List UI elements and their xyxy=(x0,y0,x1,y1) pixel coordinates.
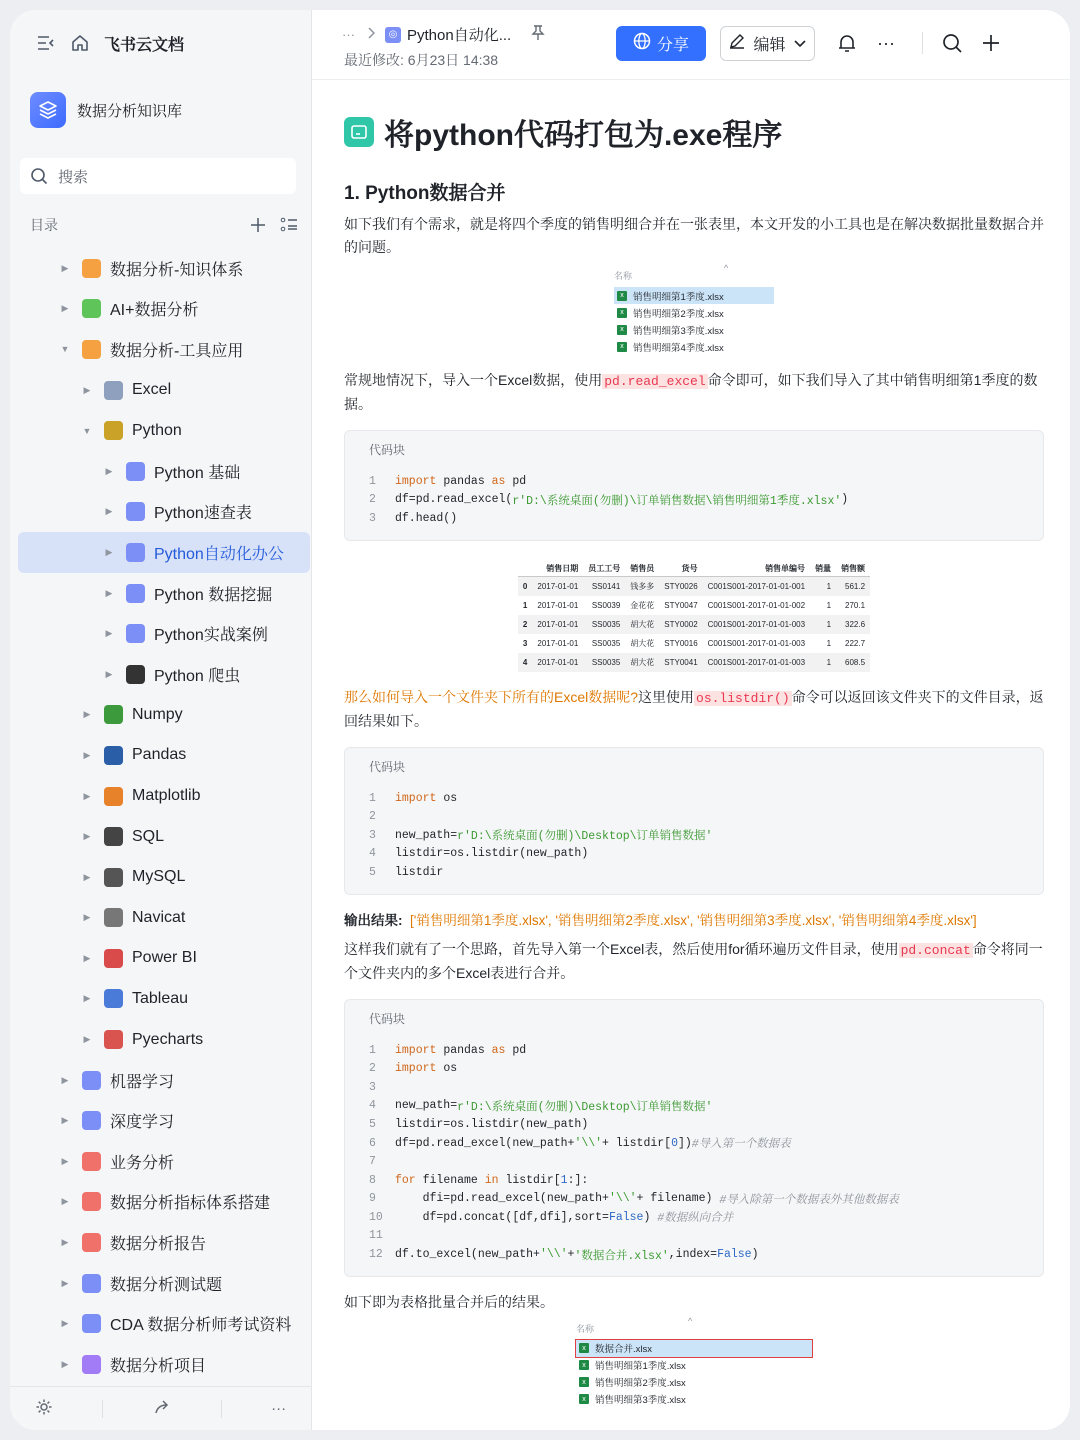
page-icon xyxy=(104,989,123,1008)
page-icon xyxy=(82,259,101,278)
toc-item[interactable] xyxy=(18,329,310,370)
toc-item-label: Python实战案例 xyxy=(154,627,268,645)
toc-item[interactable] xyxy=(18,573,310,614)
globe-icon xyxy=(633,32,651,55)
toc-tree xyxy=(18,248,310,1385)
toc-item-label: 数据分析项目 xyxy=(110,1357,207,1375)
knowledge-base-title: 数据分析知识库 xyxy=(77,102,183,120)
inline-code: os.listdir() xyxy=(696,690,790,706)
toc-item[interactable] xyxy=(18,776,310,817)
paragraph: 常规地情况下，导入一个Excel数据，使用 pd.read_excel 命令即可，如下我们导入了其中销售明细第1季度的数据。 xyxy=(344,372,1038,412)
excel-file-icon: x xyxy=(579,1394,589,1404)
file-row xyxy=(614,321,774,338)
page-icon xyxy=(82,1152,101,1171)
toc-item-label: 深度学习 xyxy=(110,1114,175,1132)
pen-icon xyxy=(729,33,745,54)
paragraph: 这样我们就有了一个思路，首先导入第一个Excel表，然后使用for循环遍历文件目录，使用 pd.concat 命令将同一个文件夹内的多个Excel表进行合并。 xyxy=(344,940,1043,981)
breadcrumb-more[interactable]: ··· xyxy=(342,27,355,42)
toc-item[interactable] xyxy=(18,938,310,979)
inline-code: pd.concat xyxy=(900,942,971,958)
toc-item[interactable] xyxy=(18,248,310,289)
divider xyxy=(922,32,923,54)
caret-down-icon[interactable]: ▼ xyxy=(82,425,92,436)
toc-item-label: Numpy xyxy=(132,705,183,723)
excel-file-icon: x xyxy=(617,291,627,301)
caret-right-icon[interactable]: ▶ xyxy=(61,1155,69,1166)
file-list-header: 名称 ^ xyxy=(614,263,729,281)
table-header-cell: 销售员 xyxy=(625,561,659,577)
caret-right-icon[interactable]: ▶ xyxy=(61,1074,69,1085)
code-block-title: 代码块 xyxy=(369,1011,406,1026)
layers-icon xyxy=(30,92,66,128)
page-icon xyxy=(82,1274,101,1293)
file-name: 销售明细第1季度.xlsx xyxy=(633,291,724,303)
caret-right-icon[interactable]: ▶ xyxy=(105,465,113,476)
file-name: 销售明细第2季度.xlsx xyxy=(633,308,724,320)
caret-right-icon[interactable]: ▶ xyxy=(105,668,113,679)
output-result: 输出结果: ['销售明细第1季度.xlsx', '销售明细第2季度.xlsx', '销售明细第3季度.xlsx', '销售明细第4季度.xlsx'] xyxy=(344,912,977,928)
page-icon xyxy=(82,1233,101,1252)
excel-file-icon: x xyxy=(579,1343,589,1353)
toc-item-label: Tableau xyxy=(132,989,189,1007)
caret-right-icon[interactable]: ▶ xyxy=(61,1115,69,1126)
home-icon[interactable] xyxy=(70,33,90,53)
toc-item-label: Matplotlib xyxy=(132,787,201,805)
caret-right-icon[interactable]: ▶ xyxy=(83,912,91,923)
code-line: 11 xyxy=(369,1229,383,1243)
table-header-cell: 销售单编号 xyxy=(703,561,810,577)
toc-item-label: Python 基础 xyxy=(154,464,241,482)
doc-topbar xyxy=(312,10,1070,80)
page-icon xyxy=(104,908,123,927)
doc-title xyxy=(344,110,1044,154)
toc-item-label: 数据分析指标体系搭建 xyxy=(110,1195,271,1213)
page-icon xyxy=(104,787,123,806)
caret-right-icon[interactable]: ▶ xyxy=(61,1237,69,1248)
search-input[interactable] xyxy=(20,158,296,194)
toc-item-label: Python速查表 xyxy=(154,505,252,523)
toc-item-label: 数据分析报告 xyxy=(110,1236,207,1254)
file-row xyxy=(576,1357,812,1374)
main-panel xyxy=(312,10,1070,1430)
code-line: 1 import pandas as pd xyxy=(369,474,527,488)
toc-item[interactable] xyxy=(18,735,310,776)
code-block[interactable] xyxy=(344,999,1044,1277)
paragraph: 如下即为表格批量合并后的结果。 xyxy=(344,1293,554,1310)
page-icon xyxy=(104,381,123,400)
page-icon xyxy=(126,502,145,521)
merged-file-list-image xyxy=(576,1315,812,1408)
page-icon xyxy=(104,746,123,765)
excel-file-icon: x xyxy=(617,308,627,318)
caret-right-icon[interactable]: ▶ xyxy=(61,1318,69,1329)
file-list-image xyxy=(614,263,774,355)
code-line: 5 listdir xyxy=(369,865,444,879)
page-icon xyxy=(126,584,145,603)
caret-right-icon[interactable]: ▶ xyxy=(61,1277,69,1288)
toc-item[interactable] xyxy=(18,979,310,1020)
toc-item[interactable] xyxy=(18,613,310,654)
share-link-icon[interactable] xyxy=(153,1398,171,1420)
page-icon xyxy=(104,1030,123,1049)
sidebar-header xyxy=(10,10,311,76)
page-icon xyxy=(104,949,123,968)
toc-item[interactable] xyxy=(18,695,310,736)
toc-item[interactable] xyxy=(18,1303,310,1344)
table-row: 4 2017-01-01 SS0035 胡大花 STY0041 C001S001-2017-01-01-003 1 608.5 xyxy=(518,653,870,672)
toc-item[interactable] xyxy=(18,1182,310,1223)
toc-label: 目录 xyxy=(30,217,58,233)
toc-item[interactable] xyxy=(18,1100,310,1141)
page-icon xyxy=(82,1355,101,1374)
code-line: 3 xyxy=(369,1080,376,1094)
code-block-title: 代码块 xyxy=(369,443,406,457)
caret-right-icon[interactable]: ▶ xyxy=(105,628,113,639)
file-name: 销售明细第4季度.xlsx xyxy=(633,342,724,354)
toc-item[interactable] xyxy=(18,654,310,695)
file-row xyxy=(614,287,774,304)
toc-item-label: CDA 数据分析师考试资料 xyxy=(110,1317,292,1335)
caret-right-icon[interactable]: ▶ xyxy=(61,303,69,314)
app-window xyxy=(10,10,1070,1430)
toc-item[interactable] xyxy=(18,410,310,451)
caret-right-icon[interactable]: ▶ xyxy=(83,993,91,1004)
chevron-down-icon xyxy=(794,35,806,53)
section-heading: 1. Python数据合并 xyxy=(344,183,506,204)
caret-right-icon[interactable]: ▶ xyxy=(83,749,91,760)
code-line: 1 import pandas as pd xyxy=(369,1043,527,1057)
toc-item-label: Python自动化办公 xyxy=(154,545,284,563)
table-header-cell xyxy=(518,561,532,577)
divider xyxy=(221,1400,222,1418)
paragraph: 那么如何导入一个文件夹下所有的Excel数据呢?这里使用 os.listdir() 命令可以返回该文件夹下的文件目录，返回结果如下。 xyxy=(344,688,1044,729)
caret-right-icon[interactable]: ▶ xyxy=(83,709,91,720)
file-list-header: 名称 ^ xyxy=(576,1315,693,1334)
page-icon xyxy=(126,624,145,643)
code-block[interactable] xyxy=(344,747,1044,895)
doc-title-text: 将python代码打包为.exe程序 xyxy=(384,119,783,152)
file-row xyxy=(576,1340,812,1357)
edit-label: 编辑 xyxy=(753,37,786,54)
caret-right-icon[interactable]: ▶ xyxy=(83,871,91,882)
doc-icon: ◎ xyxy=(385,27,401,43)
caret-right-icon[interactable]: ▶ xyxy=(83,952,91,963)
caret-right-icon[interactable]: ▶ xyxy=(83,790,91,801)
toc-item-label: Python 数据挖掘 xyxy=(154,586,273,604)
settings-icon[interactable] xyxy=(35,1398,53,1420)
table-row: 0 2017-01-01 SS0141 钱多多 STY0026 C001S001-2017-01-01-001 1 561.2 xyxy=(518,576,870,596)
share-button[interactable] xyxy=(616,26,706,61)
file-row xyxy=(614,338,774,355)
file-name: 销售明细第3季度.xlsx xyxy=(595,1395,686,1407)
code-line: 4 listdir=os.listdir(new_path) xyxy=(369,847,589,861)
code-line: 2 xyxy=(369,810,376,824)
table-header-cell: 货号 xyxy=(659,561,702,577)
inline-code: pd.read_excel xyxy=(604,374,706,389)
toc-item-label: AI+数据分析 xyxy=(110,302,199,320)
last-modified: 最近修改: 6月23日 14:38 xyxy=(344,52,499,68)
search-placeholder: 搜索 xyxy=(58,168,89,186)
code-line: 9 dfi=pd.read_excel(new_path+ '\\' + filename) #导入除第一个数据表外其他数据表 xyxy=(369,1192,899,1207)
breadcrumb-doc-title[interactable]: Python自动化... xyxy=(407,27,512,44)
toc-item-label: Excel xyxy=(132,381,172,399)
caret-down-icon[interactable]: ▼ xyxy=(60,344,70,355)
code-line: 3 new_path= r'D:\系统桌面(勿删)\Desktop\订单销售数据' xyxy=(369,828,713,844)
code-line: 2 import os xyxy=(369,1062,458,1076)
toc-item-label: Power BI xyxy=(132,949,197,967)
code-line: 12 df.to_excel(new_path+ '\\' + '数据合并.xlsx' ,index= False ) xyxy=(369,1248,759,1263)
page-icon xyxy=(104,705,123,724)
toc-item[interactable] xyxy=(18,370,310,411)
list-options-icon[interactable] xyxy=(280,217,298,233)
toc-item-label: 数据分析-工具应用 xyxy=(110,342,244,360)
file-name: 数据合并.xlsx xyxy=(595,1344,653,1356)
code-line: 6 df=pd.read_excel(new_path+ '\\' + listdir[ 0 ]) #导入第一个数据表 xyxy=(369,1136,791,1152)
excel-file-icon: x xyxy=(579,1377,589,1387)
code-line: 7 xyxy=(369,1155,376,1169)
bell-icon[interactable] xyxy=(836,32,858,54)
doc-emoji-icon xyxy=(344,117,374,147)
table-header-cell: 销量 xyxy=(810,561,836,577)
add-icon[interactable] xyxy=(250,217,266,233)
toc-item-label: 数据分析测试题 xyxy=(110,1276,223,1294)
code-line: 5 listdir=os.listdir(new_path) xyxy=(369,1117,589,1131)
breadcrumb xyxy=(342,24,545,45)
toc-item[interactable] xyxy=(18,451,310,492)
toc-item[interactable] xyxy=(18,898,310,939)
caret-right-icon[interactable]: ▶ xyxy=(61,262,69,273)
sidebar-footer xyxy=(10,1386,311,1430)
code-line: 10 df=pd.concat([df,dfi],sort= False ) #数据纵向合并 xyxy=(369,1210,734,1226)
toc-item[interactable] xyxy=(18,1222,310,1263)
code-line: 2 df=pd.read_excel( r'D:\系统桌面(勿删)\订单销售数据\销售明细第1季度.xlsx' ) xyxy=(369,493,849,508)
toc-item-label: Pyecharts xyxy=(132,1030,204,1048)
caret-right-icon[interactable]: ▶ xyxy=(105,587,113,598)
page-icon xyxy=(82,340,101,359)
code-line: 8 for filename in listdir[ 1 :]: xyxy=(369,1173,589,1187)
toc-item[interactable] xyxy=(18,1141,310,1182)
file-name: 销售明细第1季度.xlsx xyxy=(595,1361,686,1373)
caret-right-icon[interactable]: ▶ xyxy=(61,1358,69,1369)
edit-button[interactable] xyxy=(720,26,815,61)
caret-right-icon[interactable]: ▶ xyxy=(83,831,91,842)
toc-item-label: Pandas xyxy=(132,746,187,764)
toc-item[interactable] xyxy=(18,532,310,573)
page-icon xyxy=(82,1314,101,1333)
more-options-icon[interactable]: ··· xyxy=(877,32,895,53)
add-icon[interactable] xyxy=(980,32,1002,54)
caret-right-icon[interactable]: ▶ xyxy=(61,1196,69,1207)
toc-item[interactable] xyxy=(18,857,310,898)
toc-item-label: Python xyxy=(132,421,182,439)
dataframe-output xyxy=(518,561,870,672)
code-block-title: 代码块 xyxy=(369,759,406,774)
table-header-cell: 销售日期 xyxy=(532,561,583,577)
share-label: 分享 xyxy=(656,37,689,54)
excel-file-icon: x xyxy=(617,342,627,352)
toc-item-label: Navicat xyxy=(132,908,186,926)
app-title[interactable]: 飞书云文档 xyxy=(104,36,185,54)
toc-item[interactable] xyxy=(18,1344,310,1385)
page-icon xyxy=(82,299,101,318)
knowledge-base-header[interactable] xyxy=(30,92,182,128)
file-row xyxy=(576,1374,812,1391)
collapse-sidebar-icon[interactable] xyxy=(36,33,56,53)
toc-item-label: Python 爬虫 xyxy=(154,667,241,685)
caret-right-icon[interactable]: ▶ xyxy=(105,546,113,557)
page-icon xyxy=(126,462,145,481)
toc-item[interactable] xyxy=(18,1263,310,1304)
search-icon[interactable] xyxy=(941,32,963,54)
page-icon xyxy=(126,543,145,562)
table-header-cell: 销售额 xyxy=(836,561,870,577)
pin-icon[interactable] xyxy=(531,25,545,45)
table-row: 3 2017-01-01 SS0035 胡大花 STY0016 C001S001-2017-01-01-003 1 222.7 xyxy=(522,638,866,648)
toc-item-label: SQL xyxy=(132,827,165,845)
page-icon xyxy=(82,1071,101,1090)
chevron-right-icon xyxy=(367,26,375,43)
toc-item[interactable] xyxy=(18,1019,310,1060)
page-icon xyxy=(82,1111,101,1130)
toc-item-label: 数据分析-知识体系 xyxy=(110,261,244,279)
toc-header xyxy=(30,215,298,235)
table-row: 1 2017-01-01 SS0039 金花花 STY0047 C001S001-2017-01-01-002 1 270.1 xyxy=(522,600,866,610)
file-row xyxy=(614,304,774,321)
search-icon xyxy=(30,167,48,185)
file-name: 销售明细第3季度.xlsx xyxy=(633,325,724,337)
excel-file-icon: x xyxy=(579,1360,589,1370)
caret-right-icon[interactable]: ▶ xyxy=(83,1034,91,1045)
code-line: 4 new_path= r'D:\系统桌面(勿删)\Desktop\订单销售数据' xyxy=(369,1099,713,1114)
page-icon xyxy=(82,1192,101,1211)
sidebar xyxy=(10,10,312,1430)
table-header-cell: 员工工号 xyxy=(583,561,625,577)
code-block[interactable] xyxy=(344,430,1044,541)
page-icon xyxy=(104,868,123,887)
toc-item[interactable] xyxy=(18,816,310,857)
toc-item[interactable] xyxy=(18,492,310,533)
toc-item-label: 机器学习 xyxy=(110,1073,175,1091)
page-icon xyxy=(104,827,123,846)
page-icon xyxy=(126,665,145,684)
toc-item[interactable] xyxy=(18,289,310,330)
table-row: 2 2017-01-01 SS0035 胡大花 STY0002 C001S001-2017-01-01-003 1 322.6 xyxy=(518,615,870,634)
more-icon[interactable]: ··· xyxy=(271,1400,287,1417)
code-line: 1 import os xyxy=(369,791,458,805)
toc-item-label: MySQL xyxy=(132,868,186,886)
code-line: 3 df.head() xyxy=(369,511,458,525)
doc-content xyxy=(344,110,1044,1408)
toc-item-label: 业务分析 xyxy=(110,1154,175,1172)
paragraph: 如下我们有个需求，就是将四个季度的销售明细合并在一张表里，本文开发的小工具也是在解决数据批量数据合并的问题。 xyxy=(344,216,1044,255)
caret-right-icon[interactable]: ▶ xyxy=(83,384,91,395)
excel-file-icon: x xyxy=(617,325,627,335)
toc-item[interactable] xyxy=(18,1060,310,1101)
caret-right-icon[interactable]: ▶ xyxy=(105,506,113,517)
file-row xyxy=(576,1391,812,1408)
divider xyxy=(102,1400,103,1418)
page-icon xyxy=(104,421,123,440)
file-name: 销售明细第2季度.xlsx xyxy=(595,1378,686,1390)
